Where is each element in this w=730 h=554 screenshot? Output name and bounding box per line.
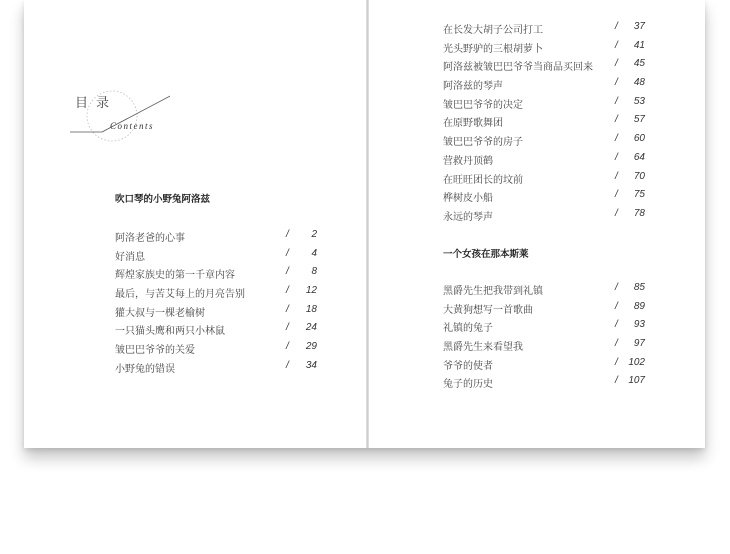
toc-separator: / xyxy=(286,266,289,278)
toc-entry-title: 营救丹顶鹤 xyxy=(443,155,493,167)
right-toc-list-b xyxy=(443,280,648,392)
toc-entry[interactable] xyxy=(443,75,648,94)
open-book xyxy=(24,0,705,448)
toc-separator: / xyxy=(615,58,618,70)
toc-separator: / xyxy=(286,341,289,353)
toc-entry-title: 在旺旺团长的坟前 xyxy=(443,174,523,186)
toc-entry[interactable] xyxy=(443,373,648,392)
toc-separator: / xyxy=(615,21,618,32)
toc-separator: / xyxy=(286,322,289,334)
toc-page-number: 70 xyxy=(633,170,645,182)
toc-page-number: 97 xyxy=(633,338,645,350)
toc-page-number: 48 xyxy=(633,77,645,89)
toc-page-number: 34 xyxy=(305,359,317,371)
toc-separator: / xyxy=(615,300,618,312)
toc-entry[interactable] xyxy=(115,246,320,265)
toc-entry-title: 阿洛兹的琴声 xyxy=(443,81,503,93)
left-page xyxy=(24,0,366,448)
toc-separator: / xyxy=(615,170,618,182)
toc-heading-zh: 目录 xyxy=(75,96,118,111)
toc-separator: / xyxy=(286,303,289,315)
toc-entry-title: 一只猫头鹰和两只小林鼠 xyxy=(115,326,225,338)
toc-entry-title: 皱巴巴爷爷的决定 xyxy=(443,99,523,111)
toc-heading xyxy=(70,85,170,145)
toc-separator: / xyxy=(615,282,618,293)
toc-page-number: 45 xyxy=(633,58,645,70)
toc-entry[interactable] xyxy=(443,112,648,131)
toc-separator: / xyxy=(615,114,618,126)
left-toc-list xyxy=(115,227,320,377)
toc-entry-title: 獾大叔与一棵老榆树 xyxy=(115,307,205,319)
toc-entry[interactable] xyxy=(115,283,320,302)
toc-entry[interactable] xyxy=(443,150,648,169)
toc-entry[interactable] xyxy=(443,187,648,206)
toc-entry-title: 辉煌家族史的第一千章内容 xyxy=(115,270,235,282)
toc-separator: / xyxy=(615,77,618,89)
toc-entry[interactable] xyxy=(443,169,648,188)
toc-page-number: 78 xyxy=(633,207,645,219)
toc-separator: / xyxy=(615,356,618,368)
right-page xyxy=(369,0,705,448)
toc-page-number: 107 xyxy=(628,375,645,387)
toc-entry[interactable] xyxy=(443,280,648,299)
toc-entry-title: 在原野歌舞团 xyxy=(443,118,503,130)
toc-entry[interactable] xyxy=(115,264,320,283)
toc-entry[interactable] xyxy=(115,227,320,246)
toc-page-number: 85 xyxy=(633,282,645,293)
toc-page-number: 93 xyxy=(633,319,645,331)
toc-entry-title: 大黄狗想写一首歌曲 xyxy=(443,304,533,316)
toc-page-number: 57 xyxy=(633,114,645,126)
toc-page-number: 18 xyxy=(305,303,317,315)
toc-separator: / xyxy=(286,359,289,371)
toc-entry-title: 阿洛老爸的心事 xyxy=(115,233,185,244)
toc-entry[interactable] xyxy=(443,131,648,150)
toc-separator: / xyxy=(615,39,618,51)
toc-separator: / xyxy=(615,319,618,331)
toc-separator: / xyxy=(286,247,289,259)
toc-page-number: 8 xyxy=(311,266,317,278)
toc-entry[interactable] xyxy=(115,339,320,358)
toc-page-number: 89 xyxy=(633,300,645,312)
toc-entry-title: 永远的琴声 xyxy=(443,211,493,223)
toc-entry-title: 兔子的历史 xyxy=(443,379,493,391)
toc-page-number: 37 xyxy=(633,21,645,32)
section-title-left: 吹口琴的小野兔阿洛兹 xyxy=(115,194,211,205)
toc-page-number: 64 xyxy=(633,151,645,163)
toc-entry-title: 桦树皮小船 xyxy=(443,193,493,205)
toc-entry[interactable] xyxy=(443,94,648,113)
toc-page-number: 102 xyxy=(628,356,645,368)
toc-page-number: 12 xyxy=(305,285,317,297)
toc-page-number: 2 xyxy=(311,229,317,240)
toc-entry[interactable] xyxy=(115,358,320,377)
toc-entry-title: 礼镇的兔子 xyxy=(443,323,493,335)
toc-separator: / xyxy=(615,95,618,107)
toc-entry-title: 黑爵先生把我带到礼镇 xyxy=(443,286,543,297)
toc-entry-title: 皱巴巴爷爷的房子 xyxy=(443,137,523,149)
toc-entry-title: 好消息 xyxy=(115,251,145,263)
toc-page-number: 41 xyxy=(633,39,645,51)
toc-entry[interactable] xyxy=(443,38,648,57)
toc-separator: / xyxy=(615,133,618,145)
toc-entry-title: 皱巴巴爷爷的关爱 xyxy=(115,345,195,357)
toc-entry[interactable] xyxy=(443,355,648,374)
right-toc-list-a xyxy=(443,19,648,225)
toc-page-number: 4 xyxy=(311,247,317,259)
toc-page-number: 24 xyxy=(305,322,317,334)
toc-entry-title: 阿洛兹被皱巴巴爷爷当商品买回来 xyxy=(443,62,593,74)
toc-page-number: 53 xyxy=(633,95,645,107)
toc-entry[interactable] xyxy=(443,19,648,38)
toc-entry[interactable] xyxy=(443,299,648,318)
toc-separator: / xyxy=(615,338,618,350)
toc-entry-title: 在长发大胡子公司打工 xyxy=(443,25,543,36)
toc-separator: / xyxy=(615,189,618,201)
toc-entry[interactable] xyxy=(443,317,648,336)
toc-entry-title: 黑爵先生来看望我 xyxy=(443,342,523,354)
toc-separator: / xyxy=(286,229,289,240)
toc-entry-title: 最后，与苦艾每上的月亮告别 xyxy=(115,289,245,301)
toc-separator: / xyxy=(615,151,618,163)
toc-separator: / xyxy=(615,375,618,387)
toc-heading-en: Contents xyxy=(110,121,155,131)
toc-page-number: 60 xyxy=(633,133,645,145)
toc-entry-title: 光头野驴的三根胡萝卜 xyxy=(443,43,543,55)
toc-entry[interactable] xyxy=(443,56,648,75)
toc-page-number: 29 xyxy=(305,341,317,353)
toc-entry[interactable] xyxy=(443,336,648,355)
section-title-right: 一个女孩在那本斯莱 xyxy=(443,249,529,260)
toc-entry[interactable] xyxy=(115,320,320,339)
toc-separator: / xyxy=(286,285,289,297)
toc-separator: / xyxy=(615,207,618,219)
toc-entry-title: 爷爷的使者 xyxy=(443,360,493,372)
toc-entry-title: 小野兔的错误 xyxy=(115,363,175,375)
toc-entry[interactable] xyxy=(115,302,320,321)
toc-entry[interactable] xyxy=(443,206,648,225)
toc-page-number: 75 xyxy=(633,189,645,201)
